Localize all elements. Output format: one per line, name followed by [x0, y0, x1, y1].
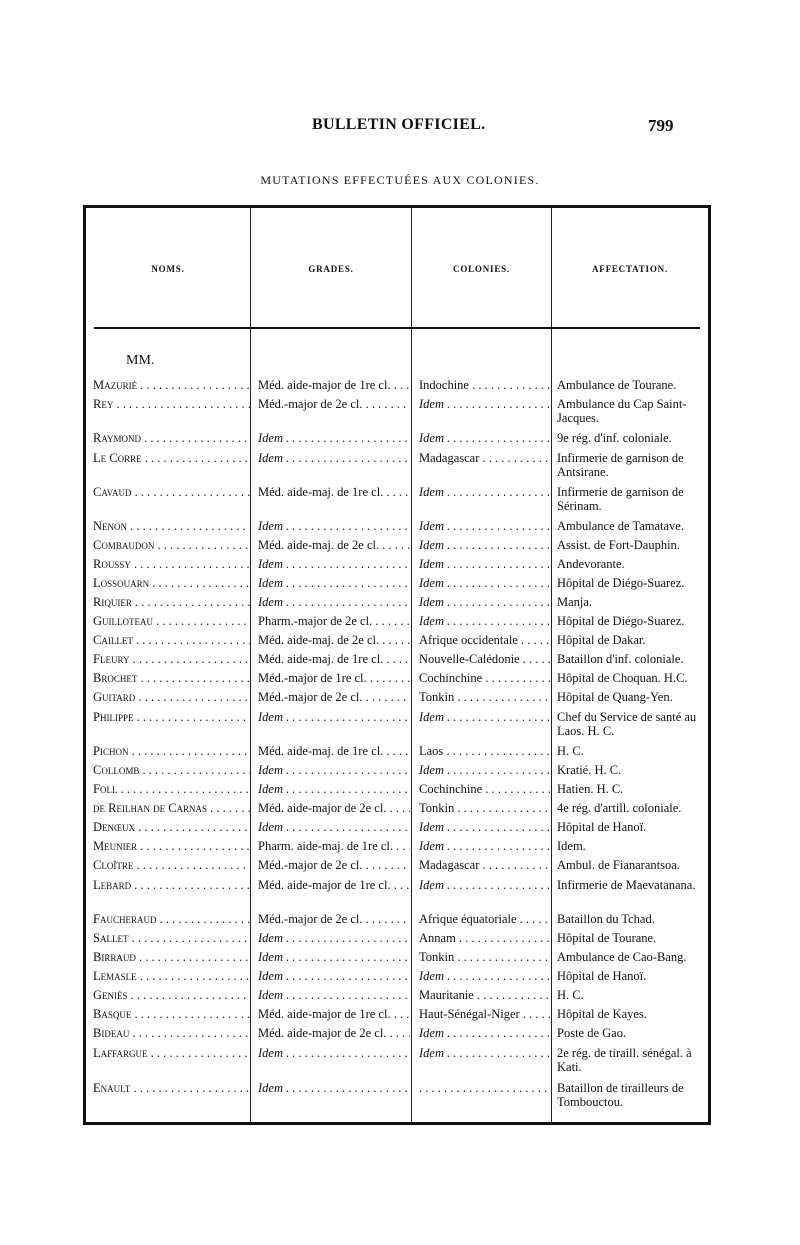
grade-cell: Idem . . . — [258, 782, 410, 796]
name-cell: Lebard . . . — [93, 878, 250, 892]
colony-cell: Indochine . . . — [419, 378, 550, 392]
colony-cell: Idem . . . — [419, 820, 550, 834]
grade-cell: Méd.-major de 2e cl. . . . — [258, 912, 410, 926]
grade-cell: Idem . . . — [258, 820, 410, 834]
colony-cell: Idem . . . — [419, 710, 550, 724]
name-cell: Combaudon . . . — [93, 538, 250, 552]
colony-cell: Afrique équatoriale . . . — [419, 912, 550, 926]
colony-cell: Afrique occidentale . . . — [419, 633, 550, 647]
name-cell: Mazurié . . . — [93, 378, 250, 392]
mm-label: MM. — [126, 353, 155, 368]
assignment-cell: Ambulance de Tamatave. — [557, 519, 684, 533]
colony-cell: Nouvelle-Calédonie . . . — [419, 652, 550, 666]
grade-cell: Méd.-major de 2e cl. . . . — [258, 397, 410, 411]
colony-cell: Idem . . . — [419, 839, 550, 853]
colony-cell: Idem . . . — [419, 1026, 550, 1040]
assignment-cell: Infirmerie de garnison de Antsirane. — [557, 451, 684, 479]
name-cell: Rey . . . — [93, 397, 250, 411]
colony-cell: Tonkin . . . — [419, 950, 550, 964]
grade-cell: Pharm. aide-maj. de 1re cl. . . . — [258, 839, 410, 853]
grade-cell: Idem . . . — [258, 969, 410, 983]
colony-cell: Idem . . . — [419, 878, 550, 892]
name-cell: de Reilhan de Carnas . . . — [93, 801, 250, 815]
assignment-cell: Assist. de Fort-Dauphin. — [557, 538, 680, 552]
name-cell: Nenon . . . — [93, 519, 250, 533]
running-title: BULLETIN OFFICIEL. — [312, 116, 486, 133]
colony-cell: Cochinchine . . . — [419, 671, 550, 685]
colony-cell: Tonkin . . . — [419, 690, 550, 704]
grade-cell: Méd. aide-major de 1re cl. . . . — [258, 1007, 410, 1021]
column-header-affectation: AFFECTATION. — [591, 264, 669, 274]
name-cell: Laffargue . . . — [93, 1046, 250, 1060]
column-header-noms: NOMS. — [151, 264, 185, 274]
grade-cell: Idem . . . — [258, 1081, 410, 1095]
assignment-cell: Bataillon du Tchad. — [557, 912, 655, 926]
assignment-cell: Ambulance de Cao-Bang. — [557, 950, 687, 964]
assignment-cell: Infirmerie de garnison de Sérinam. — [557, 485, 684, 513]
colony-cell: Idem . . . — [419, 595, 550, 609]
grade-cell: Méd. aide-maj. de 1re cl. . . . — [258, 485, 410, 499]
assignment-cell: Infirmerie de Maevatanana. — [557, 878, 696, 892]
name-cell: Enault . . . — [93, 1081, 250, 1095]
grade-cell: Idem . . . — [258, 576, 410, 590]
colony-cell: Haut-Sénégal-Niger . . . — [419, 1007, 550, 1021]
assignment-cell: 9e rég. d'inf. coloniale. — [557, 431, 672, 445]
assignment-cell: Chef du Service de santé au Laos. H. C. — [557, 710, 697, 738]
assignment-cell: 4e rég. d'artill. coloniale. — [557, 801, 682, 815]
grade-cell: Idem . . . — [258, 988, 410, 1002]
section-title: MUTATIONS EFFECTUÉES AUX COLONIES. — [260, 173, 540, 187]
assignment-cell: Hôpital de Choquan. H.C. — [557, 671, 688, 685]
name-cell: Pichon . . . — [93, 744, 250, 758]
assignment-cell: Hôpital de Kayes. — [557, 1007, 647, 1021]
grade-cell: Idem . . . — [258, 557, 410, 571]
grade-cell: Méd. aide-maj. de 2e cl. . . . — [258, 633, 410, 647]
assignment-cell: Hôpital de Tourane. — [557, 931, 657, 945]
grade-cell: Idem . . . — [258, 1046, 410, 1060]
assignment-cell: Bataillon de tirailleurs de Tombouctou. — [557, 1081, 684, 1109]
colony-cell: Cochinchine . . . — [419, 782, 550, 796]
name-cell: Denœux . . . — [93, 820, 250, 834]
name-cell: Bideau . . . — [93, 1026, 250, 1040]
name-cell: Le Corre . . . — [93, 451, 250, 465]
assignment-cell: Hôpital de Hanoï. — [557, 820, 647, 834]
name-cell: Foll . . . — [93, 782, 250, 796]
page-header — [0, 116, 800, 140]
grade-cell: Méd. aide-major de 1re cl. . . . — [258, 378, 410, 392]
grade-cell: Méd. aide-maj. de 2e cl. . . . — [258, 538, 410, 552]
grade-cell: Méd. aide-maj. de 1re cl. . . . — [258, 744, 410, 758]
column-header-grades: GRADES. — [308, 264, 354, 274]
grade-cell: Idem . . . — [258, 763, 410, 777]
name-cell: Basque . . . — [93, 1007, 250, 1021]
colony-cell: Annam . . . — [419, 931, 550, 945]
name-cell: Cloître . . . — [93, 858, 250, 872]
grade-cell: Méd. aide-major de 2e cl. . . . — [258, 801, 410, 815]
assignment-cell: Hôpital de Quang-Yen. — [557, 690, 673, 704]
colony-cell: Madagascar . . . — [419, 451, 550, 465]
assignment-cell: Poste de Gao. — [557, 1026, 627, 1040]
colony-cell: Idem . . . — [419, 538, 550, 552]
assignment-cell: Idem. — [557, 839, 586, 853]
assignment-cell: Ambulance du Cap Saint-Jacques. — [557, 397, 687, 425]
colony-cell: Madagascar . . . — [419, 858, 550, 872]
name-cell: Cavaud . . . — [93, 485, 250, 499]
grade-cell: Idem . . . — [258, 931, 410, 945]
assignment-cell: Kratié. H. C. — [557, 763, 622, 777]
assignment-cell: Bataillon d'inf. coloniale. — [557, 652, 684, 666]
grade-cell: Idem . . . — [258, 451, 410, 465]
colony-cell: Idem . . . — [419, 557, 550, 571]
grade-cell: Méd. aide-maj. de 1re cl. . . . — [258, 652, 410, 666]
assignment-cell: Hatien. H. C. — [557, 782, 624, 796]
assignment-cell: 2e rég. de tiraill. sénégal. à Kati. — [557, 1046, 692, 1074]
name-cell: Sallet . . . — [93, 931, 250, 945]
grade-cell: Méd.-major de 2e cl. . . . — [258, 690, 410, 704]
column-divider — [411, 208, 412, 1122]
assignment-cell: Hôpital de Diégo-Suarez. — [557, 576, 685, 590]
grade-cell: Idem . . . — [258, 950, 410, 964]
name-cell: Roussy . . . — [93, 557, 250, 571]
assignment-cell: Hôpital de Hanoï. — [557, 969, 647, 983]
colony-cell: Idem . . . — [419, 431, 550, 445]
name-cell: Lossouarn . . . — [93, 576, 250, 590]
colony-cell: Idem . . . — [419, 1046, 550, 1060]
column-divider — [551, 208, 552, 1122]
grade-cell: Idem . . . — [258, 431, 410, 445]
assignment-cell: Hôpital de Diégo-Suarez. — [557, 614, 685, 628]
column-divider — [250, 208, 251, 1122]
name-cell: Caillet . . . — [93, 633, 250, 647]
assignment-cell: H. C. — [557, 988, 584, 1002]
column-header-colonies: COLONIES. — [453, 264, 510, 274]
colony-cell: Idem . . . — [419, 969, 550, 983]
name-cell: Meunier . . . — [93, 839, 250, 853]
colony-cell: Idem . . . — [419, 519, 550, 533]
colony-cell: Mauritanie . . . — [419, 988, 550, 1002]
name-cell: Guitard . . . — [93, 690, 250, 704]
name-cell: Lemasle . . . — [93, 969, 250, 983]
assignment-cell: H. C. — [557, 744, 584, 758]
grade-cell: Idem . . . — [258, 595, 410, 609]
grade-cell: Idem . . . — [258, 519, 410, 533]
name-cell: Geniès . . . — [93, 988, 250, 1002]
colony-cell: Idem . . . — [419, 485, 550, 499]
mutations-table — [83, 205, 711, 1125]
assignment-cell: Ambulance de Tourane. — [557, 378, 677, 392]
colony-cell: Idem . . . — [419, 576, 550, 590]
name-cell: Birraud . . . — [93, 950, 250, 964]
grade-cell: Idem . . . — [258, 710, 410, 724]
name-cell: Guilloteau . . . — [93, 614, 250, 628]
colony-cell: Laos . . . — [419, 744, 550, 758]
assignment-cell: Manja. — [557, 595, 593, 609]
name-cell: Philippe . . . — [93, 710, 250, 724]
grade-cell: Méd.-major de 2e cl. . . . — [258, 858, 410, 872]
assignment-cell: Hôpital de Dakar. — [557, 633, 646, 647]
colony-cell — [419, 1081, 550, 1095]
colony-cell: Tonkin . . . — [419, 801, 550, 815]
grade-cell: Pharm.-major de 2e cl. . . . — [258, 614, 410, 628]
colony-cell: Idem . . . — [419, 397, 550, 411]
name-cell: Fleury . . . — [93, 652, 250, 666]
grade-cell: Méd. aide-major de 2e cl. . . . — [258, 1026, 410, 1040]
grade-cell: Méd.-major de 1re cl. . . . — [258, 671, 410, 685]
grade-cell: Méd. aide-major de 1re cl. . . . — [258, 878, 410, 892]
colony-cell: Idem . . . — [419, 614, 550, 628]
assignment-cell: Andevorante. — [557, 557, 625, 571]
name-cell: Faucheraud . . . — [93, 912, 250, 926]
name-cell: Collomb . . . — [93, 763, 250, 777]
assignment-cell: Ambul. de Fianarantsoa. — [557, 858, 680, 872]
name-cell: Brochet . . . — [93, 671, 250, 685]
page-number: 799 — [648, 116, 674, 135]
colony-cell: Idem . . . — [419, 763, 550, 777]
name-cell: Raymond . . . — [93, 431, 250, 445]
name-cell: Riquier . . . — [93, 595, 250, 609]
header-rule — [94, 327, 700, 329]
